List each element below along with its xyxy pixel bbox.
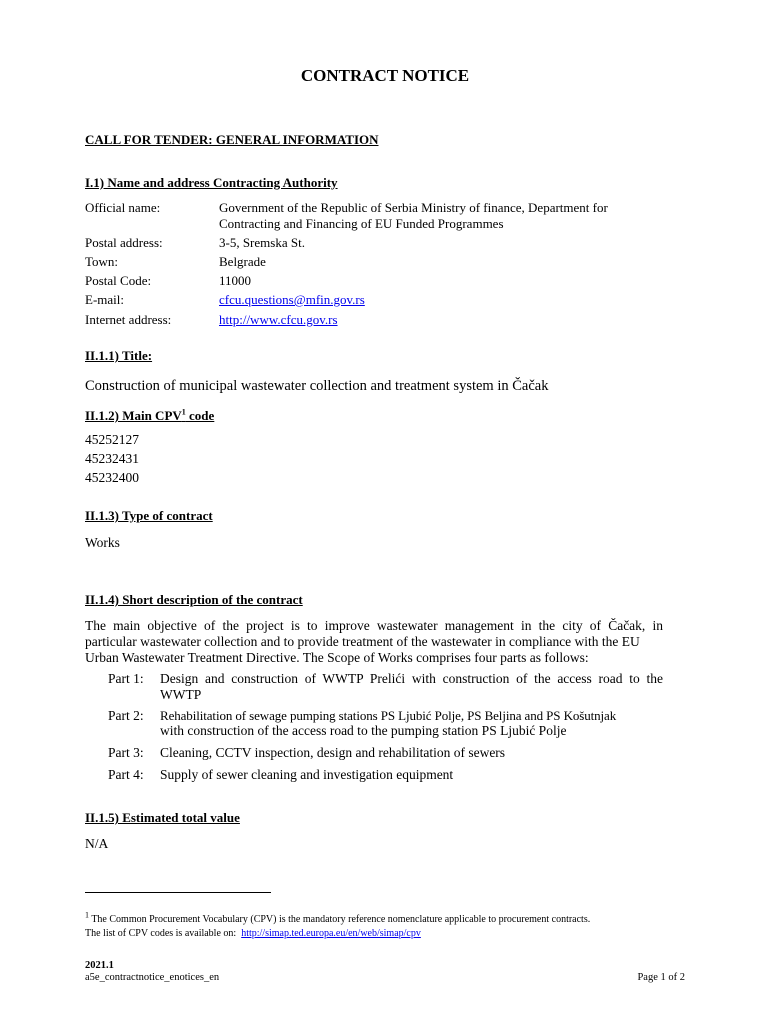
- part-2-label: Part 2:: [108, 708, 144, 723]
- internet-address-link[interactable]: http://www.cfcu.gov.rs: [219, 312, 338, 327]
- internet-address-label: Internet address:: [85, 312, 172, 327]
- official-name-line1: Government of the Republic of Serbia Ministry of finance, Department for: [219, 200, 608, 215]
- footer-filename: a5e_contractnotice_enotices_en: [85, 972, 220, 983]
- description-line-2: particular wastewater collection and to provide treatment of the wastewater in compliance with the EU: [85, 634, 640, 649]
- estimated-value: N/A: [85, 836, 109, 851]
- cpv-list-link[interactable]: http://simap.ted.europa.eu/en/web/simap/cpv: [241, 928, 421, 939]
- town-label: Town:: [85, 254, 119, 269]
- footer-version: 2021.1: [85, 960, 114, 971]
- footnote-divider: [85, 892, 271, 893]
- official-name-line2: Contracting and Financing of EU Funded Programmes: [219, 216, 504, 231]
- cpv-code-2: 45232431: [85, 451, 139, 466]
- footnote-line-2: The list of CPV codes is available on: http://simap.ted.europa.eu/en/web/simap/cpv: [85, 928, 421, 939]
- part-3-label: Part 3:: [108, 745, 144, 760]
- part-1-line1: Design and construction of WWTP Prelići with construction of the access road to the: [160, 671, 663, 686]
- cpv-code-3: 45232400: [85, 470, 139, 485]
- part-3-line1: Cleaning, CCTV inspection, design and rehabilitation of sewers: [160, 745, 506, 760]
- description-line-1: The main objective of the project is to improve wastewater management in the city of Čačak, in: [85, 618, 663, 633]
- part-2-line1: Rehabilitation of sewage pumping stations PS Ljubić Polje, PS Beljina and PS Košutnjak: [160, 708, 617, 723]
- contract-title: Construction of municipal wastewater collection and treatment system in Čačak: [85, 378, 549, 394]
- description-line-3: Urban Wastewater Treatment Directive. The Scope of Works comprises four parts as follows:: [85, 650, 589, 665]
- document-title: CONTRACT NOTICE: [300, 66, 470, 85]
- official-name-label: Official name:: [85, 200, 161, 215]
- authority-heading: I.1) Name and address Contracting Authority: [85, 175, 338, 190]
- description-heading: II.1.4) Short description of the contract: [85, 592, 303, 607]
- footer-page-number: Page 1 of 2: [637, 972, 685, 983]
- title-heading: II.1.1) Title:: [85, 348, 153, 363]
- call-heading: CALL FOR TENDER: GENERAL INFORMATION: [85, 132, 379, 147]
- cpv-code-1: 45252127: [85, 432, 139, 447]
- postal-code-value: 11000: [219, 273, 252, 288]
- type-heading: II.1.3) Type of contract: [85, 508, 213, 523]
- value-heading: II.1.5) Estimated total value: [85, 810, 240, 825]
- contract-type: Works: [85, 535, 120, 550]
- cpv-heading: II.1.2) Main CPV$^1$ code: [85, 407, 215, 423]
- footnote-line-1: $^1$ The Common Procurement Vocabulary (CPV) is the mandatory reference nomenclature applicable to procurement contracts.: [85, 910, 591, 925]
- email-link[interactable]: cfcu.questions@mfin.gov.rs: [219, 292, 365, 307]
- postal-code-label: Postal Code:: [85, 273, 152, 288]
- part-1-line2: WWTP: [160, 687, 202, 702]
- part-1-label: Part 1:: [108, 671, 144, 686]
- part-4-label: Part 4:: [108, 767, 144, 782]
- email-label: E-mail:: [85, 292, 124, 307]
- postal-address-label: Postal address:: [85, 235, 163, 250]
- part-4-line1: Supply of sewer cleaning and investigation equipment: [160, 767, 454, 782]
- part-2-line2: with construction of the access road to the pumping station PS Ljubić Polje: [160, 723, 567, 738]
- postal-address-value: 3-5, Sremska St.: [219, 235, 305, 250]
- town-value: Belgrade: [219, 254, 266, 269]
